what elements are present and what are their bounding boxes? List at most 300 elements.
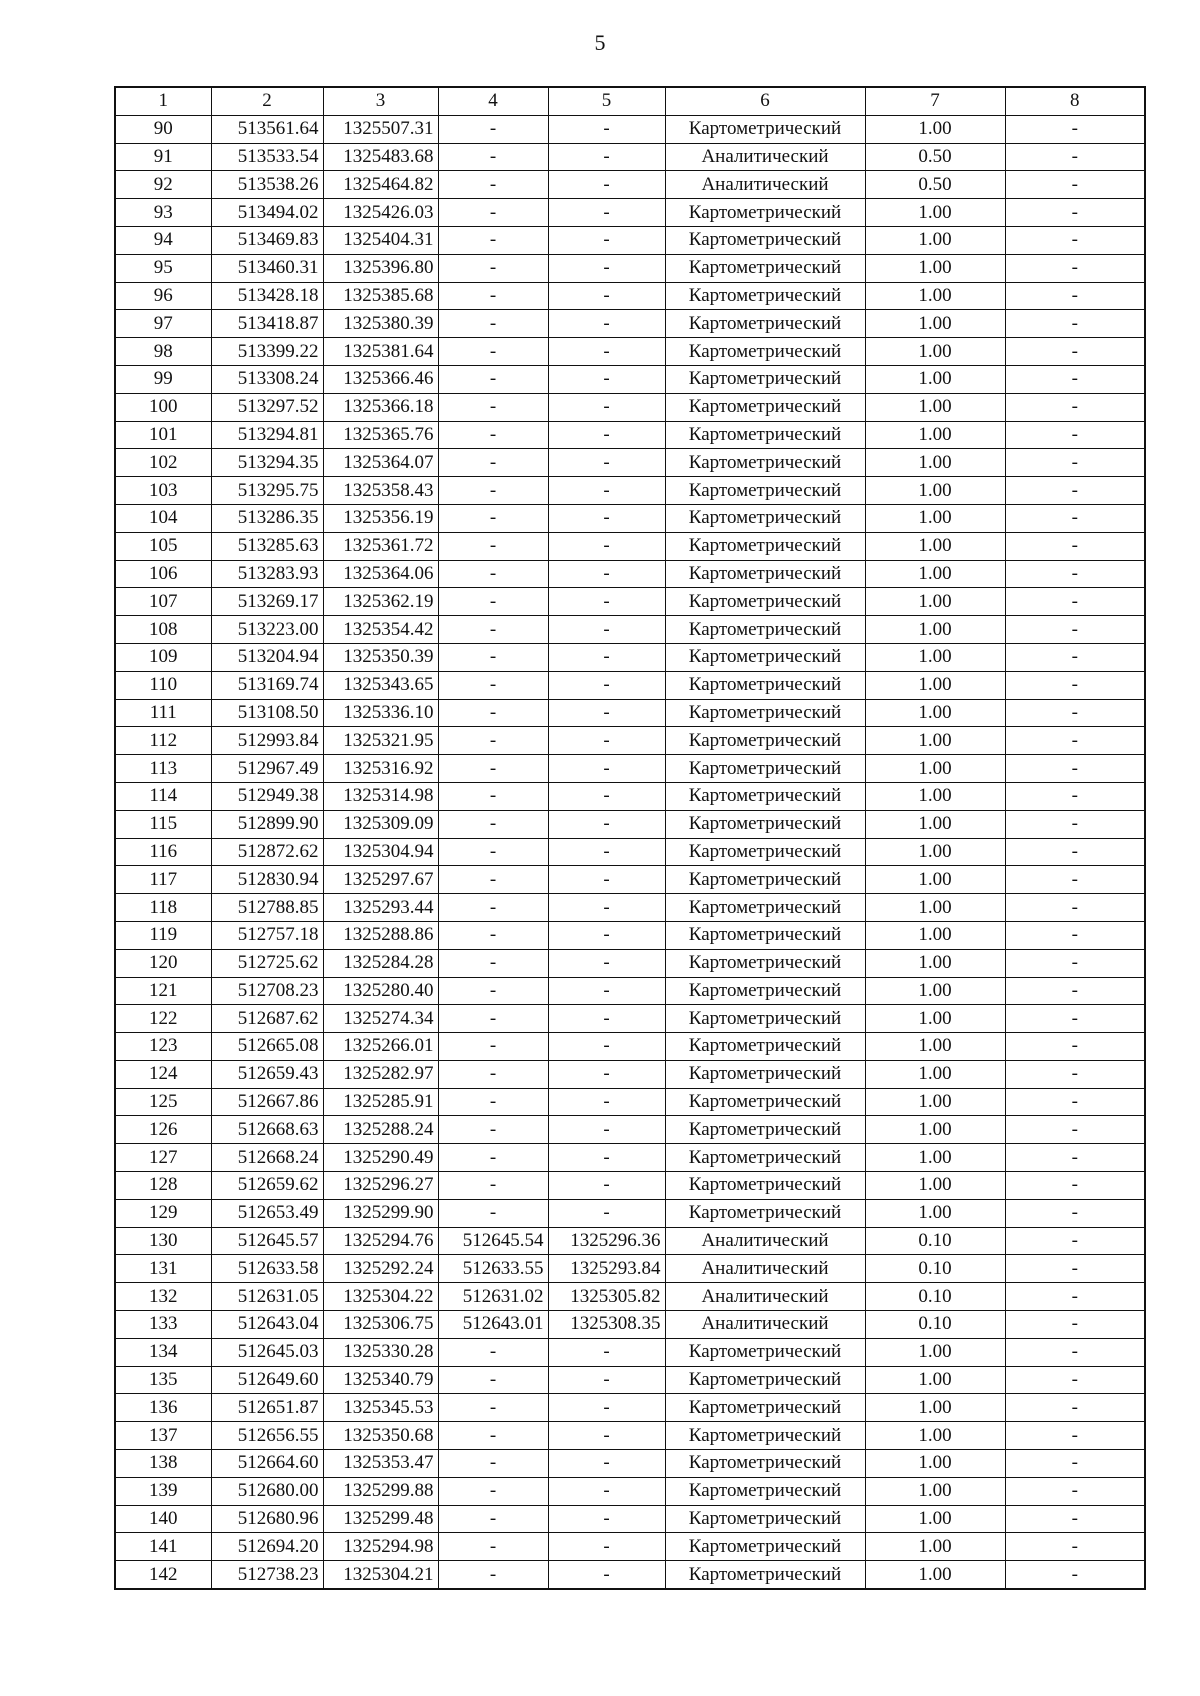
table-row bbox=[115, 977, 1145, 1005]
x-new-coordinate-cell: - bbox=[438, 1422, 548, 1450]
method-cell: Аналитический bbox=[665, 1255, 865, 1283]
method-cell: Картометрический bbox=[665, 671, 865, 699]
note-cell: - bbox=[1005, 1199, 1145, 1227]
x-coordinate-cell: 512664.60 bbox=[211, 1450, 323, 1478]
accuracy-cell: 1.00 bbox=[865, 226, 1005, 254]
accuracy-cell: 1.00 bbox=[865, 1033, 1005, 1061]
point-number-cell: 98 bbox=[115, 338, 211, 366]
y-coordinate-cell: 1325353.47 bbox=[323, 1450, 438, 1478]
x-coordinate-cell: 512687.62 bbox=[211, 1005, 323, 1033]
x-new-coordinate-cell: - bbox=[438, 588, 548, 616]
y-new-coordinate-cell: - bbox=[548, 199, 665, 227]
x-coordinate-cell: 513294.81 bbox=[211, 421, 323, 449]
table-row bbox=[115, 365, 1145, 393]
table-row bbox=[115, 1144, 1145, 1172]
accuracy-cell: 1.00 bbox=[865, 338, 1005, 366]
point-number-cell: 115 bbox=[115, 810, 211, 838]
method-cell: Картометрический bbox=[665, 727, 865, 755]
note-cell: - bbox=[1005, 1060, 1145, 1088]
x-coordinate-cell: 512725.62 bbox=[211, 949, 323, 977]
note-cell: - bbox=[1005, 921, 1145, 949]
accuracy-cell: 1.00 bbox=[865, 1450, 1005, 1478]
table-row bbox=[115, 727, 1145, 755]
x-new-coordinate-cell: - bbox=[438, 1561, 548, 1589]
y-new-coordinate-cell: - bbox=[548, 1533, 665, 1561]
column-header-7: 7 bbox=[865, 87, 1005, 115]
point-number-cell: 105 bbox=[115, 532, 211, 560]
accuracy-cell: 1.00 bbox=[865, 1088, 1005, 1116]
x-coordinate-cell: 513538.26 bbox=[211, 171, 323, 199]
x-coordinate-cell: 512668.24 bbox=[211, 1144, 323, 1172]
point-number-cell: 110 bbox=[115, 671, 211, 699]
point-number-cell: 107 bbox=[115, 588, 211, 616]
x-new-coordinate-cell: - bbox=[438, 310, 548, 338]
method-cell: Картометрический bbox=[665, 1533, 865, 1561]
y-coordinate-cell: 1325304.94 bbox=[323, 838, 438, 866]
accuracy-cell: 1.00 bbox=[865, 755, 1005, 783]
method-cell: Картометрический bbox=[665, 1394, 865, 1422]
note-cell: - bbox=[1005, 727, 1145, 755]
y-coordinate-cell: 1325366.18 bbox=[323, 393, 438, 421]
x-new-coordinate-cell: - bbox=[438, 532, 548, 560]
y-new-coordinate-cell: - bbox=[548, 1477, 665, 1505]
x-new-coordinate-cell: - bbox=[438, 477, 548, 505]
y-new-coordinate-cell: - bbox=[548, 1422, 665, 1450]
y-new-coordinate-cell: - bbox=[548, 1338, 665, 1366]
x-coordinate-cell: 513169.74 bbox=[211, 671, 323, 699]
method-cell: Картометрический bbox=[665, 699, 865, 727]
y-new-coordinate-cell: 1325296.36 bbox=[548, 1227, 665, 1255]
accuracy-cell: 1.00 bbox=[865, 894, 1005, 922]
table-row bbox=[115, 1088, 1145, 1116]
accuracy-cell: 1.00 bbox=[865, 1338, 1005, 1366]
point-number-cell: 117 bbox=[115, 866, 211, 894]
table-row bbox=[115, 921, 1145, 949]
method-cell: Картометрический bbox=[665, 1477, 865, 1505]
y-new-coordinate-cell: - bbox=[548, 1033, 665, 1061]
accuracy-cell: 1.00 bbox=[865, 282, 1005, 310]
y-coordinate-cell: 1325483.68 bbox=[323, 143, 438, 171]
y-coordinate-cell: 1325309.09 bbox=[323, 810, 438, 838]
note-cell: - bbox=[1005, 1227, 1145, 1255]
accuracy-cell: 1.00 bbox=[865, 616, 1005, 644]
table-row bbox=[115, 1394, 1145, 1422]
note-cell: - bbox=[1005, 782, 1145, 810]
accuracy-cell: 1.00 bbox=[865, 1144, 1005, 1172]
y-new-coordinate-cell: - bbox=[548, 616, 665, 644]
y-new-coordinate-cell: - bbox=[548, 949, 665, 977]
y-coordinate-cell: 1325306.75 bbox=[323, 1311, 438, 1339]
table-row bbox=[115, 1005, 1145, 1033]
accuracy-cell: 1.00 bbox=[865, 1199, 1005, 1227]
point-number-cell: 134 bbox=[115, 1338, 211, 1366]
note-cell: - bbox=[1005, 1255, 1145, 1283]
y-coordinate-cell: 1325280.40 bbox=[323, 977, 438, 1005]
x-coordinate-cell: 512738.23 bbox=[211, 1561, 323, 1589]
y-coordinate-cell: 1325385.68 bbox=[323, 282, 438, 310]
x-new-coordinate-cell: - bbox=[438, 560, 548, 588]
x-coordinate-cell: 513204.94 bbox=[211, 643, 323, 671]
x-coordinate-cell: 512694.20 bbox=[211, 1533, 323, 1561]
y-coordinate-cell: 1325294.76 bbox=[323, 1227, 438, 1255]
point-number-cell: 90 bbox=[115, 115, 211, 143]
point-number-cell: 130 bbox=[115, 1227, 211, 1255]
x-coordinate-cell: 512651.87 bbox=[211, 1394, 323, 1422]
point-number-cell: 114 bbox=[115, 782, 211, 810]
point-number-cell: 94 bbox=[115, 226, 211, 254]
x-coordinate-cell: 513494.02 bbox=[211, 199, 323, 227]
accuracy-cell: 1.00 bbox=[865, 1060, 1005, 1088]
x-coordinate-cell: 513294.35 bbox=[211, 449, 323, 477]
point-number-cell: 120 bbox=[115, 949, 211, 977]
x-coordinate-cell: 512668.63 bbox=[211, 1116, 323, 1144]
point-number-cell: 128 bbox=[115, 1172, 211, 1200]
x-new-coordinate-cell: - bbox=[438, 1366, 548, 1394]
x-coordinate-cell: 512680.96 bbox=[211, 1505, 323, 1533]
method-cell: Картометрический bbox=[665, 588, 865, 616]
y-coordinate-cell: 1325345.53 bbox=[323, 1394, 438, 1422]
point-number-cell: 140 bbox=[115, 1505, 211, 1533]
x-new-coordinate-cell: - bbox=[438, 1060, 548, 1088]
y-coordinate-cell: 1325288.24 bbox=[323, 1116, 438, 1144]
y-coordinate-cell: 1325288.86 bbox=[323, 921, 438, 949]
note-cell: - bbox=[1005, 449, 1145, 477]
method-cell: Картометрический bbox=[665, 226, 865, 254]
method-cell: Картометрический bbox=[665, 1005, 865, 1033]
y-coordinate-cell: 1325274.34 bbox=[323, 1005, 438, 1033]
table-row bbox=[115, 143, 1145, 171]
y-coordinate-cell: 1325365.76 bbox=[323, 421, 438, 449]
point-number-cell: 142 bbox=[115, 1561, 211, 1589]
x-coordinate-cell: 512633.58 bbox=[211, 1255, 323, 1283]
accuracy-cell: 1.00 bbox=[865, 671, 1005, 699]
y-new-coordinate-cell: - bbox=[548, 755, 665, 783]
y-new-coordinate-cell: - bbox=[548, 171, 665, 199]
x-new-coordinate-cell: - bbox=[438, 1033, 548, 1061]
point-number-cell: 96 bbox=[115, 282, 211, 310]
note-cell: - bbox=[1005, 1033, 1145, 1061]
point-number-cell: 133 bbox=[115, 1311, 211, 1339]
x-coordinate-cell: 513108.50 bbox=[211, 699, 323, 727]
header-row bbox=[115, 87, 1145, 115]
point-number-cell: 97 bbox=[115, 310, 211, 338]
accuracy-cell: 1.00 bbox=[865, 1172, 1005, 1200]
method-cell: Картометрический bbox=[665, 282, 865, 310]
method-cell: Картометрический bbox=[665, 199, 865, 227]
y-new-coordinate-cell: - bbox=[548, 560, 665, 588]
accuracy-cell: 1.00 bbox=[865, 1366, 1005, 1394]
x-new-coordinate-cell: - bbox=[438, 1505, 548, 1533]
point-number-cell: 139 bbox=[115, 1477, 211, 1505]
table-row bbox=[115, 310, 1145, 338]
x-new-coordinate-cell: - bbox=[438, 254, 548, 282]
x-coordinate-cell: 512899.90 bbox=[211, 810, 323, 838]
method-cell: Картометрический bbox=[665, 1199, 865, 1227]
x-coordinate-cell: 513418.87 bbox=[211, 310, 323, 338]
note-cell: - bbox=[1005, 1394, 1145, 1422]
point-number-cell: 125 bbox=[115, 1088, 211, 1116]
x-coordinate-cell: 512653.49 bbox=[211, 1199, 323, 1227]
y-new-coordinate-cell: - bbox=[548, 504, 665, 532]
x-new-coordinate-cell: 512631.02 bbox=[438, 1283, 548, 1311]
table-row bbox=[115, 393, 1145, 421]
method-cell: Картометрический bbox=[665, 977, 865, 1005]
accuracy-cell: 1.00 bbox=[865, 838, 1005, 866]
table-row bbox=[115, 1422, 1145, 1450]
x-new-coordinate-cell: - bbox=[438, 282, 548, 310]
table-row bbox=[115, 616, 1145, 644]
y-new-coordinate-cell: - bbox=[548, 671, 665, 699]
y-coordinate-cell: 1325362.19 bbox=[323, 588, 438, 616]
y-new-coordinate-cell: - bbox=[548, 449, 665, 477]
y-coordinate-cell: 1325361.72 bbox=[323, 532, 438, 560]
method-cell: Картометрический bbox=[665, 949, 865, 977]
x-new-coordinate-cell: - bbox=[438, 1005, 548, 1033]
point-number-cell: 129 bbox=[115, 1199, 211, 1227]
table-header bbox=[115, 87, 1145, 115]
table-row bbox=[115, 1283, 1145, 1311]
accuracy-cell: 1.00 bbox=[865, 921, 1005, 949]
y-new-coordinate-cell: - bbox=[548, 810, 665, 838]
table-row bbox=[115, 1116, 1145, 1144]
table-row bbox=[115, 1033, 1145, 1061]
point-number-cell: 95 bbox=[115, 254, 211, 282]
y-coordinate-cell: 1325340.79 bbox=[323, 1366, 438, 1394]
x-new-coordinate-cell: - bbox=[438, 699, 548, 727]
table-row bbox=[115, 560, 1145, 588]
column-header-3: 3 bbox=[323, 87, 438, 115]
table-row bbox=[115, 588, 1145, 616]
y-coordinate-cell: 1325314.98 bbox=[323, 782, 438, 810]
table-row bbox=[115, 671, 1145, 699]
table-row bbox=[115, 338, 1145, 366]
y-coordinate-cell: 1325381.64 bbox=[323, 338, 438, 366]
x-coordinate-cell: 512656.55 bbox=[211, 1422, 323, 1450]
x-coordinate-cell: 512667.86 bbox=[211, 1088, 323, 1116]
column-header-5: 5 bbox=[548, 87, 665, 115]
point-number-cell: 103 bbox=[115, 477, 211, 505]
table-row bbox=[115, 115, 1145, 143]
x-coordinate-cell: 513286.35 bbox=[211, 504, 323, 532]
y-coordinate-cell: 1325290.49 bbox=[323, 1144, 438, 1172]
note-cell: - bbox=[1005, 504, 1145, 532]
note-cell: - bbox=[1005, 755, 1145, 783]
y-new-coordinate-cell: - bbox=[548, 1199, 665, 1227]
x-coordinate-cell: 513460.31 bbox=[211, 254, 323, 282]
point-number-cell: 126 bbox=[115, 1116, 211, 1144]
note-cell: - bbox=[1005, 532, 1145, 560]
table-row bbox=[115, 1366, 1145, 1394]
x-new-coordinate-cell: - bbox=[438, 1394, 548, 1422]
y-new-coordinate-cell: - bbox=[548, 977, 665, 1005]
table-row bbox=[115, 643, 1145, 671]
accuracy-cell: 1.00 bbox=[865, 1477, 1005, 1505]
x-coordinate-cell: 512949.38 bbox=[211, 782, 323, 810]
method-cell: Картометрический bbox=[665, 1561, 865, 1589]
accuracy-cell: 1.00 bbox=[865, 727, 1005, 755]
accuracy-cell: 1.00 bbox=[865, 421, 1005, 449]
x-new-coordinate-cell: - bbox=[438, 1172, 548, 1200]
x-coordinate-cell: 512788.85 bbox=[211, 894, 323, 922]
accuracy-cell: 0.10 bbox=[865, 1283, 1005, 1311]
y-new-coordinate-cell: - bbox=[548, 365, 665, 393]
table-row bbox=[115, 1227, 1145, 1255]
point-number-cell: 93 bbox=[115, 199, 211, 227]
point-number-cell: 137 bbox=[115, 1422, 211, 1450]
point-number-cell: 119 bbox=[115, 921, 211, 949]
table-row bbox=[115, 699, 1145, 727]
x-new-coordinate-cell: - bbox=[438, 727, 548, 755]
accuracy-cell: 1.00 bbox=[865, 254, 1005, 282]
point-number-cell: 116 bbox=[115, 838, 211, 866]
point-number-cell: 92 bbox=[115, 171, 211, 199]
x-new-coordinate-cell: - bbox=[438, 226, 548, 254]
accuracy-cell: 1.00 bbox=[865, 1561, 1005, 1589]
x-new-coordinate-cell: - bbox=[438, 393, 548, 421]
y-new-coordinate-cell: - bbox=[548, 588, 665, 616]
x-coordinate-cell: 513269.17 bbox=[211, 588, 323, 616]
method-cell: Картометрический bbox=[665, 393, 865, 421]
point-number-cell: 121 bbox=[115, 977, 211, 1005]
y-coordinate-cell: 1325297.67 bbox=[323, 866, 438, 894]
accuracy-cell: 1.00 bbox=[865, 588, 1005, 616]
note-cell: - bbox=[1005, 1172, 1145, 1200]
x-coordinate-cell: 513295.75 bbox=[211, 477, 323, 505]
x-coordinate-cell: 513297.52 bbox=[211, 393, 323, 421]
method-cell: Картометрический bbox=[665, 1366, 865, 1394]
table-row bbox=[115, 894, 1145, 922]
point-number-cell: 102 bbox=[115, 449, 211, 477]
y-coordinate-cell: 1325304.22 bbox=[323, 1283, 438, 1311]
y-new-coordinate-cell: 1325305.82 bbox=[548, 1283, 665, 1311]
note-cell: - bbox=[1005, 1533, 1145, 1561]
x-coordinate-cell: 512643.04 bbox=[211, 1311, 323, 1339]
x-new-coordinate-cell: - bbox=[438, 199, 548, 227]
x-coordinate-cell: 513308.24 bbox=[211, 365, 323, 393]
accuracy-cell: 1.00 bbox=[865, 560, 1005, 588]
table-row bbox=[115, 838, 1145, 866]
accuracy-cell: 1.00 bbox=[865, 115, 1005, 143]
method-cell: Картометрический bbox=[665, 1172, 865, 1200]
x-new-coordinate-cell: - bbox=[438, 671, 548, 699]
point-number-cell: 111 bbox=[115, 699, 211, 727]
method-cell: Картометрический bbox=[665, 560, 865, 588]
note-cell: - bbox=[1005, 671, 1145, 699]
y-coordinate-cell: 1325330.28 bbox=[323, 1338, 438, 1366]
note-cell: - bbox=[1005, 1561, 1145, 1589]
x-new-coordinate-cell: - bbox=[438, 810, 548, 838]
y-coordinate-cell: 1325336.10 bbox=[323, 699, 438, 727]
y-new-coordinate-cell: - bbox=[548, 1505, 665, 1533]
accuracy-cell: 1.00 bbox=[865, 782, 1005, 810]
method-cell: Аналитический bbox=[665, 1311, 865, 1339]
y-coordinate-cell: 1325350.68 bbox=[323, 1422, 438, 1450]
x-coordinate-cell: 512967.49 bbox=[211, 755, 323, 783]
method-cell: Картометрический bbox=[665, 115, 865, 143]
accuracy-cell: 1.00 bbox=[865, 393, 1005, 421]
point-number-cell: 132 bbox=[115, 1283, 211, 1311]
method-cell: Картометрический bbox=[665, 838, 865, 866]
method-cell: Картометрический bbox=[665, 477, 865, 505]
column-header-8: 8 bbox=[1005, 87, 1145, 115]
note-cell: - bbox=[1005, 1311, 1145, 1339]
note-cell: - bbox=[1005, 616, 1145, 644]
y-new-coordinate-cell: - bbox=[548, 1450, 665, 1478]
table-row bbox=[115, 1450, 1145, 1478]
point-number-cell: 118 bbox=[115, 894, 211, 922]
point-number-cell: 127 bbox=[115, 1144, 211, 1172]
x-coordinate-cell: 513561.64 bbox=[211, 115, 323, 143]
table-row bbox=[115, 949, 1145, 977]
note-cell: - bbox=[1005, 1366, 1145, 1394]
x-coordinate-cell: 512659.62 bbox=[211, 1172, 323, 1200]
x-coordinate-cell: 512659.43 bbox=[211, 1060, 323, 1088]
method-cell: Картометрический bbox=[665, 1422, 865, 1450]
x-new-coordinate-cell: - bbox=[438, 782, 548, 810]
y-new-coordinate-cell: - bbox=[548, 866, 665, 894]
method-cell: Картометрический bbox=[665, 1116, 865, 1144]
y-coordinate-cell: 1325354.42 bbox=[323, 616, 438, 644]
table-row bbox=[115, 421, 1145, 449]
method-cell: Картометрический bbox=[665, 810, 865, 838]
note-cell: - bbox=[1005, 838, 1145, 866]
x-new-coordinate-cell: - bbox=[438, 1088, 548, 1116]
point-number-cell: 112 bbox=[115, 727, 211, 755]
table-row bbox=[115, 1477, 1145, 1505]
point-number-cell: 131 bbox=[115, 1255, 211, 1283]
note-cell: - bbox=[1005, 171, 1145, 199]
x-coordinate-cell: 513283.93 bbox=[211, 560, 323, 588]
y-new-coordinate-cell: - bbox=[548, 1116, 665, 1144]
method-cell: Картометрический bbox=[665, 866, 865, 894]
note-cell: - bbox=[1005, 1450, 1145, 1478]
point-number-cell: 100 bbox=[115, 393, 211, 421]
method-cell: Картометрический bbox=[665, 921, 865, 949]
x-new-coordinate-cell: - bbox=[438, 115, 548, 143]
method-cell: Картометрический bbox=[665, 310, 865, 338]
note-cell: - bbox=[1005, 282, 1145, 310]
x-coordinate-cell: 512757.18 bbox=[211, 921, 323, 949]
accuracy-cell: 1.00 bbox=[865, 866, 1005, 894]
y-coordinate-cell: 1325284.28 bbox=[323, 949, 438, 977]
note-cell: - bbox=[1005, 1005, 1145, 1033]
method-cell: Картометрический bbox=[665, 421, 865, 449]
x-new-coordinate-cell: - bbox=[438, 977, 548, 1005]
method-cell: Картометрический bbox=[665, 1450, 865, 1478]
method-cell: Картометрический bbox=[665, 1088, 865, 1116]
note-cell: - bbox=[1005, 226, 1145, 254]
x-new-coordinate-cell: - bbox=[438, 171, 548, 199]
table-body bbox=[115, 115, 1145, 1589]
y-new-coordinate-cell: - bbox=[548, 310, 665, 338]
table-row bbox=[115, 782, 1145, 810]
note-cell: - bbox=[1005, 1422, 1145, 1450]
method-cell: Картометрический bbox=[665, 1033, 865, 1061]
x-coordinate-cell: 513533.54 bbox=[211, 143, 323, 171]
point-number-cell: 135 bbox=[115, 1366, 211, 1394]
x-new-coordinate-cell: - bbox=[438, 1450, 548, 1478]
table-row bbox=[115, 1172, 1145, 1200]
x-new-coordinate-cell: - bbox=[438, 866, 548, 894]
y-coordinate-cell: 1325282.97 bbox=[323, 1060, 438, 1088]
table-row bbox=[115, 477, 1145, 505]
x-new-coordinate-cell: - bbox=[438, 1477, 548, 1505]
y-coordinate-cell: 1325304.21 bbox=[323, 1561, 438, 1589]
y-coordinate-cell: 1325380.39 bbox=[323, 310, 438, 338]
point-number-cell: 106 bbox=[115, 560, 211, 588]
x-new-coordinate-cell: - bbox=[438, 1144, 548, 1172]
table-row bbox=[115, 449, 1145, 477]
